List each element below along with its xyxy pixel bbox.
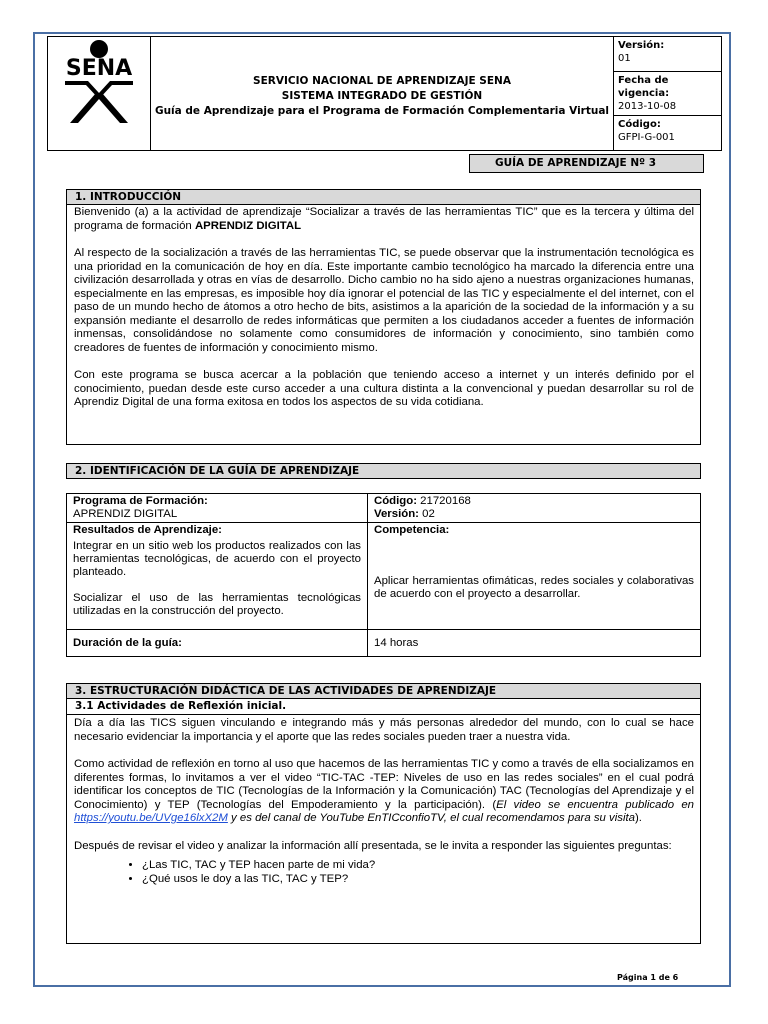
estruct-paragraph-2 <box>74 758 694 826</box>
section-2-heading: 2. IDENTIFICACIÓN DE LA GUÍA DE APRENDIZAJE <box>66 463 701 479</box>
programa-value: APRENDIZ DIGITAL <box>73 508 178 520</box>
fecha-cell <box>614 72 721 116</box>
version-cell <box>614 37 721 72</box>
document-header <box>47 36 722 151</box>
codigo-value: GFPI-G-001 <box>618 132 675 143</box>
competencia-cell <box>368 523 701 630</box>
ident-codigo-value: 21720168 <box>417 495 471 507</box>
section-3-1-heading: 3.1 Actividades de Reflexión inicial. <box>66 699 701 715</box>
video-link[interactable]: https://youtu.be/UVge16lxX2M <box>74 812 228 824</box>
estruct-p2-end: ). <box>635 812 642 824</box>
table-row <box>67 523 701 630</box>
list-item: • ¿Las TIC, TAC y TEP hacen parte de mi vida? <box>142 859 694 873</box>
header-title-block <box>151 37 613 150</box>
codigo-version-cell <box>368 494 701 523</box>
resultados-label: Resultados de Aprendizaje: <box>73 524 222 536</box>
codigo-label: Código: <box>618 119 661 130</box>
fecha-label: Fecha de vigencia: <box>618 75 670 99</box>
intro-p1-text: Bienvenido (a) a la actividad de aprendizaje “Socializar a través de las herramientas TIC” que es la tercera y última del programa de formación <box>74 206 694 232</box>
header-title-line1: SERVICIO NACIONAL DE APRENDIZAJE SENA <box>253 75 511 87</box>
programa-label: Programa de Formación: <box>73 495 208 507</box>
estruct-paragraph-3: Después de revisar el video y analizar la información allí presentada, se le invita a responder las siguientes preguntas: <box>74 839 672 852</box>
resultados-cell <box>67 523 368 630</box>
header-title-line2: SISTEMA INTEGRADO DE GESTIÓN <box>281 90 483 102</box>
version-label: Versión: <box>618 40 665 51</box>
header-meta <box>613 37 721 150</box>
list-item: • ¿Qué usos le doy a las TIC, TAC y TEP? <box>142 873 694 887</box>
sena-logo-icon <box>48 37 150 152</box>
page-number: Página 1 de 6 <box>617 973 679 982</box>
intro-paragraph-3: Con este programa se busca acercar a la población que teniendo acceso a internet y un interés definido por el conocimiento, puedan desde este curso acceder a una cultura distinta a la convencional y puedan desarrollar su rol de Aprendiz Digital de una forma exitosa en todos los aspectos de su vida cotidiana. <box>74 369 694 408</box>
ident-version-value: 02 <box>418 508 435 520</box>
questions-list <box>74 859 694 886</box>
sena-logo-text: SENA <box>65 56 133 81</box>
version-value: 01 <box>618 53 631 64</box>
resultados-item-2: Socializar el uso de las herramientas tecnológicas utilizadas en la construcción del proyecto. <box>73 592 361 617</box>
estruct-paragraph-1: Día a día las TICS siguen vinculando e integrando más y más personas alrededor del mundo, con lo cual se hace necesario evidenciar la importancia y el aporte que las redes sociales pueden traer a nuestra vida. <box>74 717 694 743</box>
table-row <box>67 494 701 523</box>
codigo-cell <box>614 116 721 150</box>
section-3-heading: 3. ESTRUCTURACIÓN DIDÁCTICA DE LAS ACTIVIDADES DE APRENDIZAJE <box>66 683 701 699</box>
guia-title: GUÍA DE APRENDIZAJE Nº 3 <box>469 154 704 173</box>
duracion-label: Duración de la guía: <box>73 636 182 649</box>
intro-paragraph-1 <box>74 206 694 233</box>
ident-version-label: Versión: <box>374 508 419 520</box>
programa-cell <box>67 494 368 523</box>
sena-logo <box>48 37 151 150</box>
section-1-body <box>66 205 701 445</box>
intro-p1-bold: APRENDIZ DIGITAL <box>194 219 302 232</box>
identification-table <box>66 493 701 657</box>
intro-paragraph-2: Al respecto de la socialización a través de las herramientas TIC, se puede observar que la instrumentación tecnológica es una prioridad en la comunicación de hoy en día. Este importante cambio tecnológico ha marcado la diferencia entre una civilización desarrollada y otras en vías de desarrollo. Dicho cambio no ha sido ajeno a nuestras organizaciones humanas, especialmente en las empresas, es imposible hoy día ignorar el potencial de las TIC y especialmente el del internet, con el paso de un mundo hecho de átomos a otro hecho de bits, asistimos a la aparición de la sociedad de la información y a su expansión mediante el desarrollo de redes informáticas que permiten a los ciudadanos acceder a fuentes de información inmensas, consolidándose no solamente como consumidores de información y conocimiento, sino también como creadores de fuentes de información y conocimiento mismo. <box>74 247 694 354</box>
competencia-label: Competencia: <box>374 524 450 536</box>
duracion-value-cell <box>368 630 701 657</box>
ident-codigo-label: Código: <box>374 495 418 507</box>
section-3-body <box>66 715 701 944</box>
estruct-p2-italic2: y es del canal de YouTube EnTICconfioTV, el cual recomendamos para su visita <box>227 812 635 824</box>
duracion-label-cell <box>67 630 368 657</box>
header-title-line3: Guía de Aprendizaje para el Programa de Formación Complementaria Virtual <box>154 105 610 117</box>
resultados-item-1: Integrar en un sitio web los productos realizados con las herramientas tecnológicas, de acuerdo con el proyecto planteado. <box>73 540 361 578</box>
table-row <box>67 630 701 657</box>
section-1-heading: 1. INTRODUCCIÓN <box>66 189 701 205</box>
estruct-p2-italic1: El video se encuentra publicado en <box>496 798 694 811</box>
duracion-value: 14 horas <box>374 636 419 649</box>
fecha-value: 2013-10-08 <box>618 101 677 112</box>
competencia-value: Aplicar herramientas ofimáticas, redes sociales y colaborativas de acuerdo con el proyecto a desarrollar. <box>374 575 694 600</box>
estruct-p2-text: Como actividad de reflexión en torno al uso que hacemos de las herramientas TIC y como a través de ella socializamos en diferentes formas, lo invitamos a ver el video “TIC-TAC -TEP: Niveles de uso en las redes sociales” en el cual podrá identificar los conceptos de TIC (Tecnologías de la Información y la Comunicación) TAC (Tecnologías del Aprendizaje y el Conocimiento) y TEP (Tecnologías del Empoderamiento y la participación). ( <box>74 758 694 811</box>
